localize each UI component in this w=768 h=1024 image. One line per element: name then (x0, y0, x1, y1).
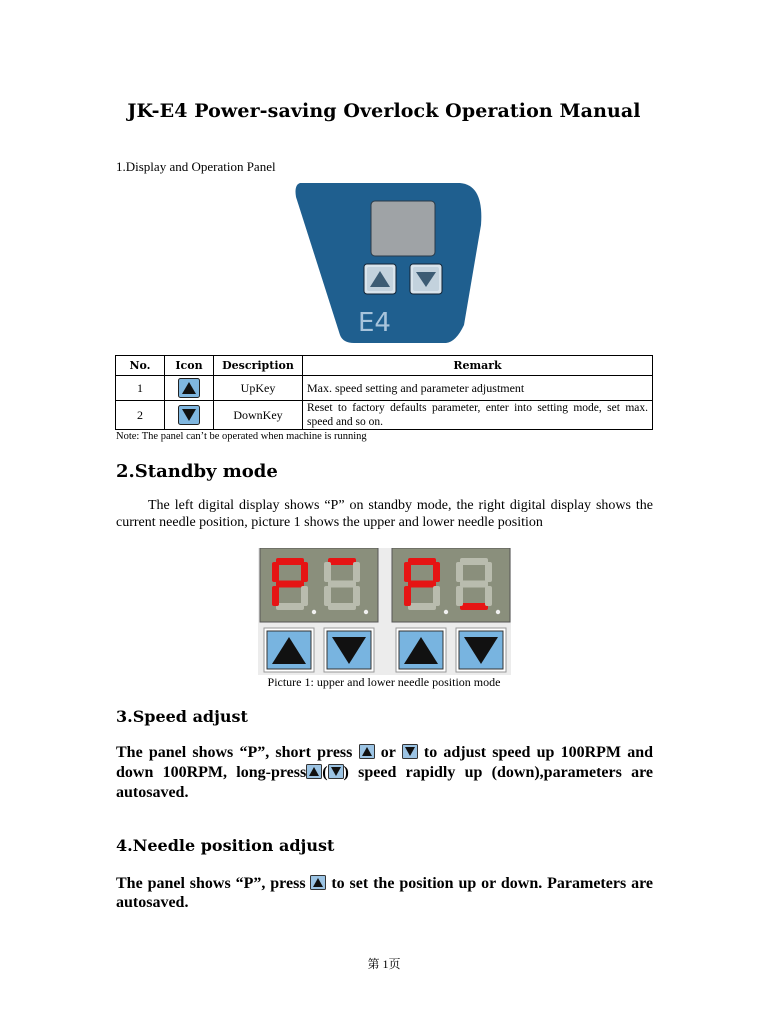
panel-model-label: E4 (358, 308, 391, 338)
section-4-heading: 4.Needle position adjust (116, 836, 335, 855)
col-header-description: Description (214, 356, 303, 376)
digit-segment (485, 562, 492, 582)
digit-segment (328, 581, 356, 588)
digit-segment (328, 603, 356, 610)
picture-1-caption: Picture 1: upper and lower needle position mode (267, 675, 501, 689)
cell-description: DownKey (214, 401, 303, 430)
down-arrow-icon (178, 405, 200, 425)
digit-segment (272, 562, 279, 582)
digit-dot (364, 610, 368, 614)
digit-dot (496, 610, 500, 614)
cell-remark: Reset to factory defaults parameter, enter into setting mode, set max. speed and so on. (303, 401, 653, 430)
cell-no: 1 (116, 376, 165, 401)
section-3-paragraph: The panel shows “P”, short press or to adjust speed up 100RPM and down 100RPM, long-press ( ) speed rapidly up (down),parameters are autosaved. (116, 744, 654, 801)
cell-icon (165, 401, 214, 430)
section-2-paragraph: The left digital display shows “P” on standby mode, the right digital display shows the current needle position, picture 1 shows the upper and lower needle position (116, 498, 653, 530)
digit-segment (460, 581, 488, 588)
table-row (116, 401, 653, 430)
digit-segment (460, 558, 488, 565)
down-arrow-icon (402, 744, 418, 759)
digit-segment (353, 562, 360, 582)
up-arrow-icon (178, 378, 200, 398)
cell-description: UpKey (214, 376, 303, 401)
digit-segment (276, 558, 304, 565)
digit-segment (301, 562, 308, 582)
digit-segment (485, 586, 492, 606)
up-arrow-icon (306, 764, 322, 779)
col-header-no: No. (116, 356, 165, 376)
section-3-heading: 3.Speed adjust (116, 707, 248, 726)
digit-segment (276, 603, 304, 610)
up-arrow-icon (310, 875, 326, 890)
digit-dot (312, 610, 316, 614)
up-arrow-icon (359, 744, 375, 759)
digit-segment (460, 603, 488, 610)
digit-segment (301, 586, 308, 606)
panel-note: Note: The panel can’t be operated when machine is running (116, 431, 367, 442)
digit-segment (404, 562, 411, 582)
digit-segment (433, 562, 440, 582)
page-footer: 第 1页 (367, 957, 401, 971)
page-title: JK-E4 Power-saving Overlock Operation Manual (127, 100, 641, 122)
down-arrow-icon (328, 764, 344, 779)
digit-segment (276, 581, 304, 588)
section-2-heading: 2.Standby mode (116, 461, 278, 482)
digit-segment (353, 586, 360, 606)
key-table (115, 355, 653, 430)
table-row (116, 376, 653, 401)
needle-position-displays (258, 548, 511, 675)
section-1-heading: 1.Display and Operation Panel (116, 159, 276, 174)
col-header-remark: Remark (303, 356, 653, 376)
section-4-paragraph: The panel shows “P”, press to set the position up or down. Parameters are autosaved. (116, 875, 653, 911)
cell-remark: Max. speed setting and parameter adjustment (303, 376, 653, 401)
operation-panel-image (288, 175, 484, 349)
digit-segment (328, 558, 356, 565)
col-header-icon: Icon (165, 356, 214, 376)
digit-segment (456, 562, 463, 582)
table-header-row (116, 356, 653, 376)
cell-no: 2 (116, 401, 165, 430)
panel-down-key[interactable] (410, 264, 442, 294)
digit-segment (404, 586, 411, 606)
digit-segment (272, 586, 279, 606)
digit-segment (324, 562, 331, 582)
digit-segment (408, 581, 436, 588)
digit-segment (408, 558, 436, 565)
digit-segment (408, 603, 436, 610)
digit-segment (456, 586, 463, 606)
digit-segment (433, 586, 440, 606)
cell-icon (165, 376, 214, 401)
digit-segment (324, 586, 331, 606)
panel-up-key[interactable] (364, 264, 396, 294)
digit-dot (444, 610, 448, 614)
